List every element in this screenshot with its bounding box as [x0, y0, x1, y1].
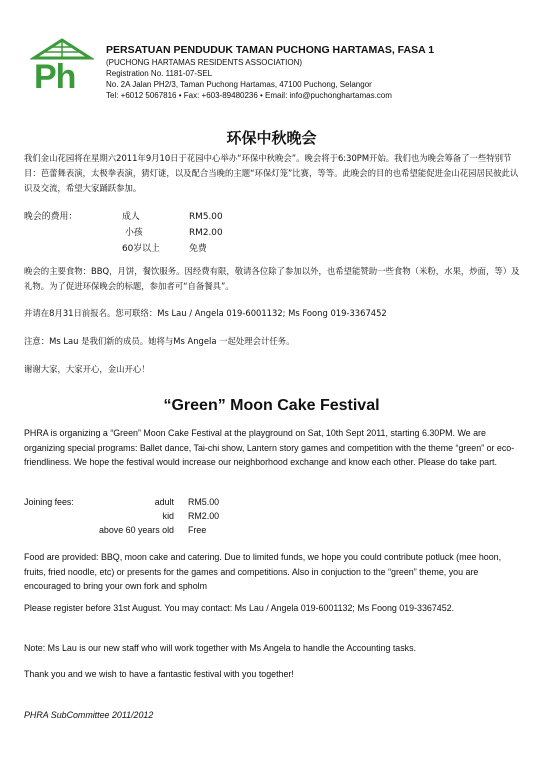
english-fees-table: [90, 495, 250, 541]
english-fees-label: Joining fees:: [24, 497, 74, 507]
chinese-title: 环保中秋晚会: [226, 129, 317, 147]
registration-number: Registration No. 1181-07-SEL: [106, 69, 213, 78]
fee-who: adult: [154, 497, 174, 507]
fee-row: 60岁以上 免费: [122, 244, 207, 254]
fee-price: Free: [188, 525, 207, 535]
english-thanks: Thank you and we wish to have a fantastic festival with you together!: [24, 669, 294, 679]
fee-row: 小孩 RM2.00: [125, 228, 223, 238]
fee-who: kid: [162, 511, 174, 521]
chinese-intro: 我们金山花园将在星期六2011年9月10日于花园中心举办“环保中秋晚会”。晚会将于6:30PM开始。我们也为晚会筹备了一些特别节目：芭蕾舞表演，太极拳表演，猜灯谜，以及配合当晚的主题“环保灯笼”比赛，等等。此晚会的目的也希望能促进金山花园居民彼此认识及交流，希望大家踊跃参加。: [24, 153, 519, 193]
fee-who: above 60 years old: [99, 525, 174, 535]
english-food-paragraph: Food are provided: BBQ, moon cake and catering. Due to limited funds, we hope you could contribute potluck (mee hoon, fruits, fried noodle, etc) or presents for the games and competitions. Also in conjuction to the “green” theme, you are encouraged to bring your own fork and spholm: [24, 552, 502, 591]
contact-line: Tel: +6012 5067816 • Fax: +603-89480236 • Email: info@puchonghartamas.com: [106, 91, 392, 100]
english-title: “Green” Moon Cake Festival: [163, 397, 380, 414]
org-name: PERSATUAN PENDUDUK TAMAN PUCHONG HARTAMAS, FASA 1: [106, 44, 435, 56]
chinese-fees-label: 晚会的费用：: [24, 212, 78, 222]
logo-text: Ph: [34, 58, 76, 96]
association-logo: [30, 38, 94, 98]
chinese-fees-table: [122, 210, 242, 260]
english-registration: Please register before 31st August. You may contact: Ms Lau / Angela 019-6001132; Ms Foong 019-3367452.: [24, 603, 455, 613]
footer-signature: PHRA SubCommittee 2011/2012: [24, 710, 154, 720]
chinese-thanks: 谢谢大家，大家开心，金山开心！: [24, 364, 150, 374]
letterhead: [106, 44, 526, 101]
address: No. 2A Jalan PH2/3, Taman Puchong Hartamas, 47100 Puchong, Selangor: [106, 80, 372, 89]
chinese-food-paragraph: 晚会的主要食物：BBQ，月饼，餐饮服务。因经费有限，敬请各位除了参加以外，也希望能赞助一些食物（米粉，水果，炒面，等）及礼物。为了促进环保晚会的标题，参加者可“自备餐具”。: [24, 266, 520, 291]
fee-price: RM2.00: [188, 511, 220, 521]
chinese-registration: 并请在8月31日前报名。您可联络：Ms Lau / Angela 019-6001132; Ms Foong 019-3367452: [24, 308, 387, 318]
fee-price: RM5.00: [188, 497, 220, 507]
english-note: Note: Ms Lau is our new staff who will work together with Ms Angela to handle the Accounting tasks.: [24, 643, 417, 653]
org-name-english: (PUCHONG HARTAMAS RESIDENTS ASSOCIATION): [106, 58, 303, 67]
chinese-note: 注意：Ms Lau 是我们新的成员。她将与Ms Angela 一起处理会计任务。: [24, 336, 295, 346]
english-intro: PHRA is organizing a “Green” Moon Cake Festival at the playground on Sat, 10th Sept 2011, starting 6.30PM. We are organizing special programs: Ballet dance, Tai-chi show, Lantern story games and competition with the theme “green” or eco-friendliness. We hope the festival would increase our neighborhood exchange and know each other. Please do take part.: [24, 428, 515, 467]
fee-row: 成人 RM5.00: [122, 212, 223, 222]
